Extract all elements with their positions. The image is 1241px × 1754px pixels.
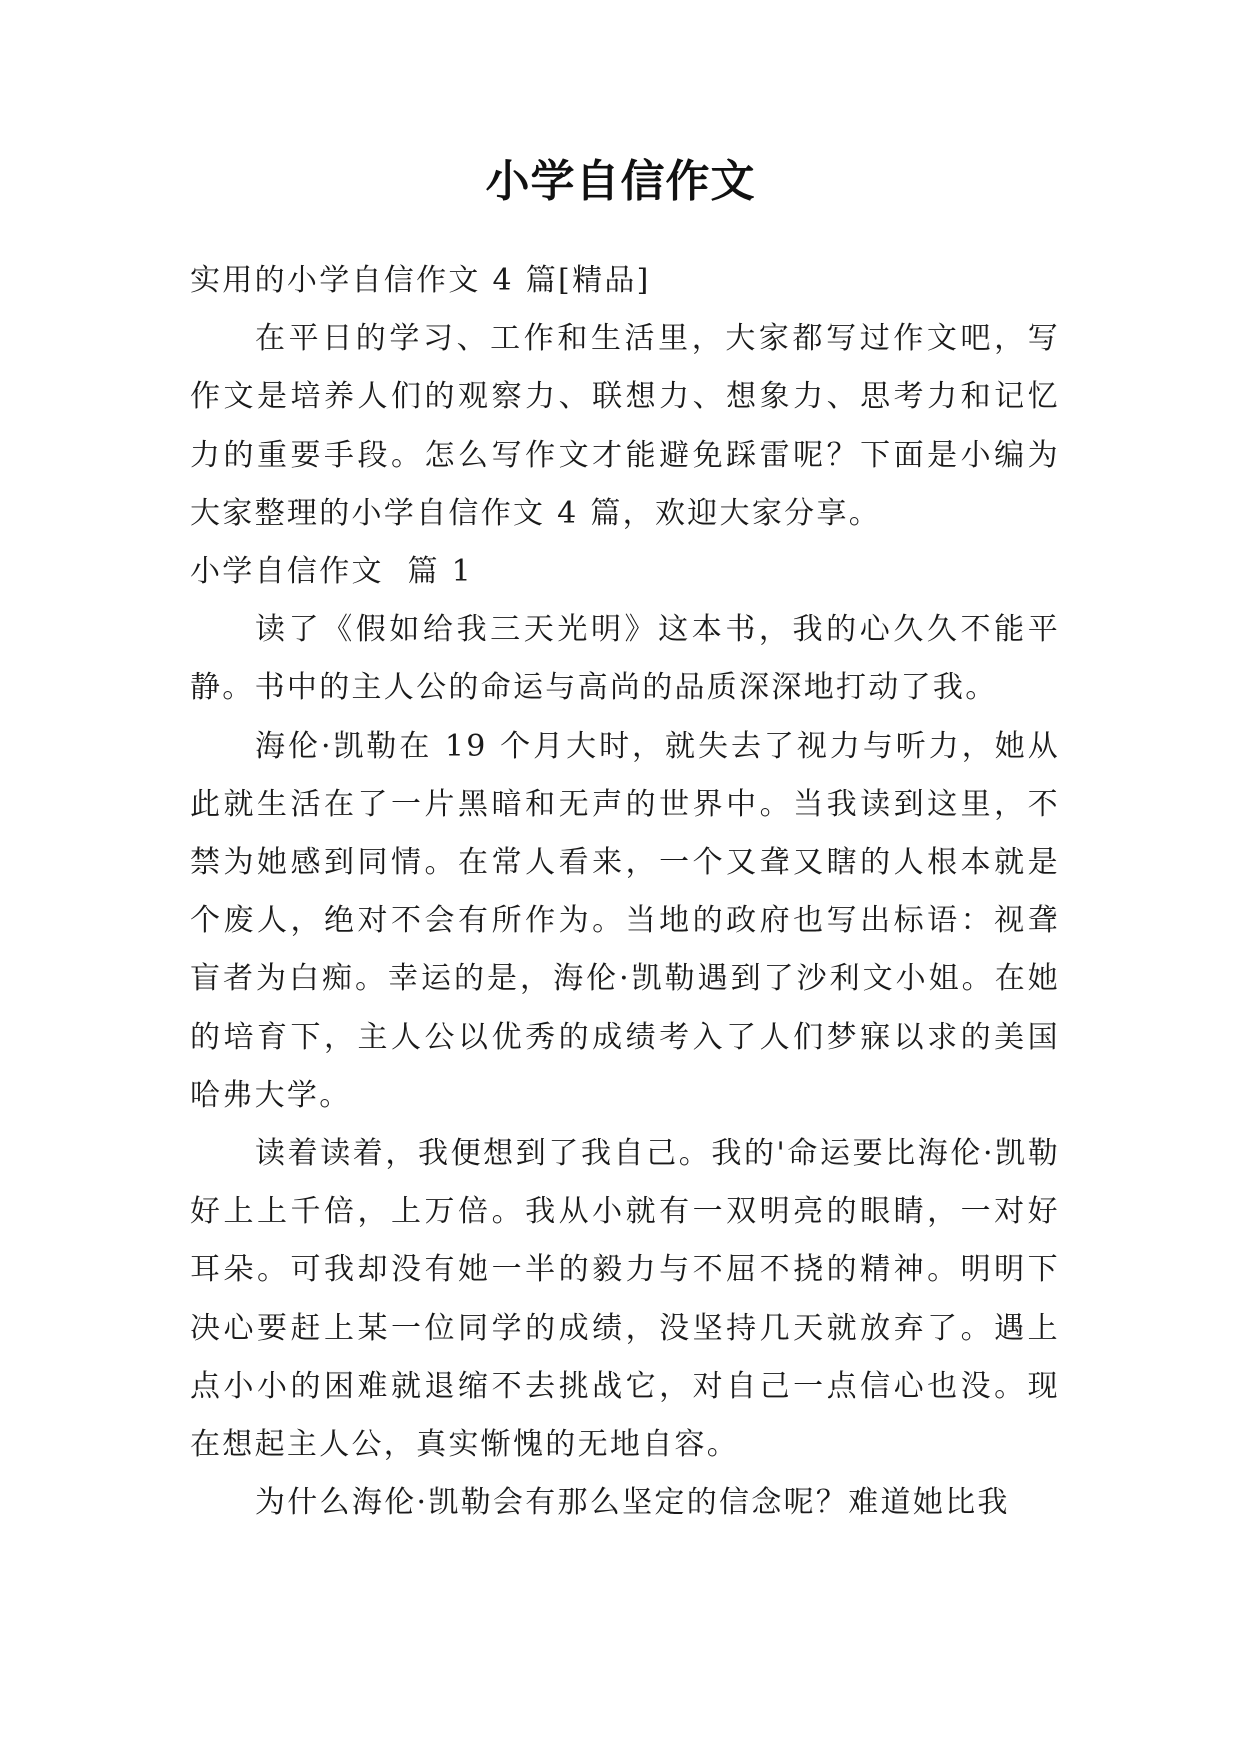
body-paragraph: 海伦·凯勒在 19 个月大时，就失去了视力与听力，她从此就生活在了一片黑暗和无声的世界中。当我读到这里，不禁为她感到同情。在常人看来，一个又聋又瞎的人根本就是个废人，绝对不会有所作为。当地的政府也写出标语：视聋盲者为白痴。幸运的是，海伦·凯勒遇到了沙利文小姐。在她的培育下，主人公以优秀的成绩考入了人们梦寐以求的美国哈弗大学。 bbox=[190, 728, 1060, 1113]
section-heading: 小学自信作文 篇 1 bbox=[190, 554, 473, 590]
body-paragraph: 读了《假如给我三天光明》这本书，我的心久久不能平静。书中的主人公的命运与高尚的品质深深地打动了我。 bbox=[190, 612, 1060, 706]
document-body bbox=[190, 252, 1060, 1532]
body-paragraph: 读着读着，我便想到了我自己。我的'命运要比海伦·凯勒好上上千倍，上万倍。我从小就有一双明亮的眼睛，一对好耳朵。可我却没有她一半的毅力与不屈不挠的精神。明明下决心要赶上某一位同学的成绩，没坚持几天就放弃了。遇上点小小的困难就退缩不去挑战它，对自己一点信心也没。现在想起主人公，真实惭愧的无地自容。 bbox=[190, 1136, 1060, 1463]
body-paragraph: 为什么海伦·凯勒会有那么坚定的信念呢？难道她比我 bbox=[255, 1485, 1010, 1521]
document-subtitle: 实用的小学自信作文 4 篇[精品] bbox=[190, 263, 651, 298]
document-title: 小学自信作文 bbox=[485, 156, 756, 207]
intro-paragraph: 在平日的学习、工作和生活里，大家都写过作文吧，写作文是培养人们的观察力、联想力、想象力、思考力和记忆力的重要手段。怎么写作文才能避免踩雷呢？下面是小编为大家整理的小学自信作文 4 篇，欢迎大家分享。 bbox=[190, 321, 1060, 531]
